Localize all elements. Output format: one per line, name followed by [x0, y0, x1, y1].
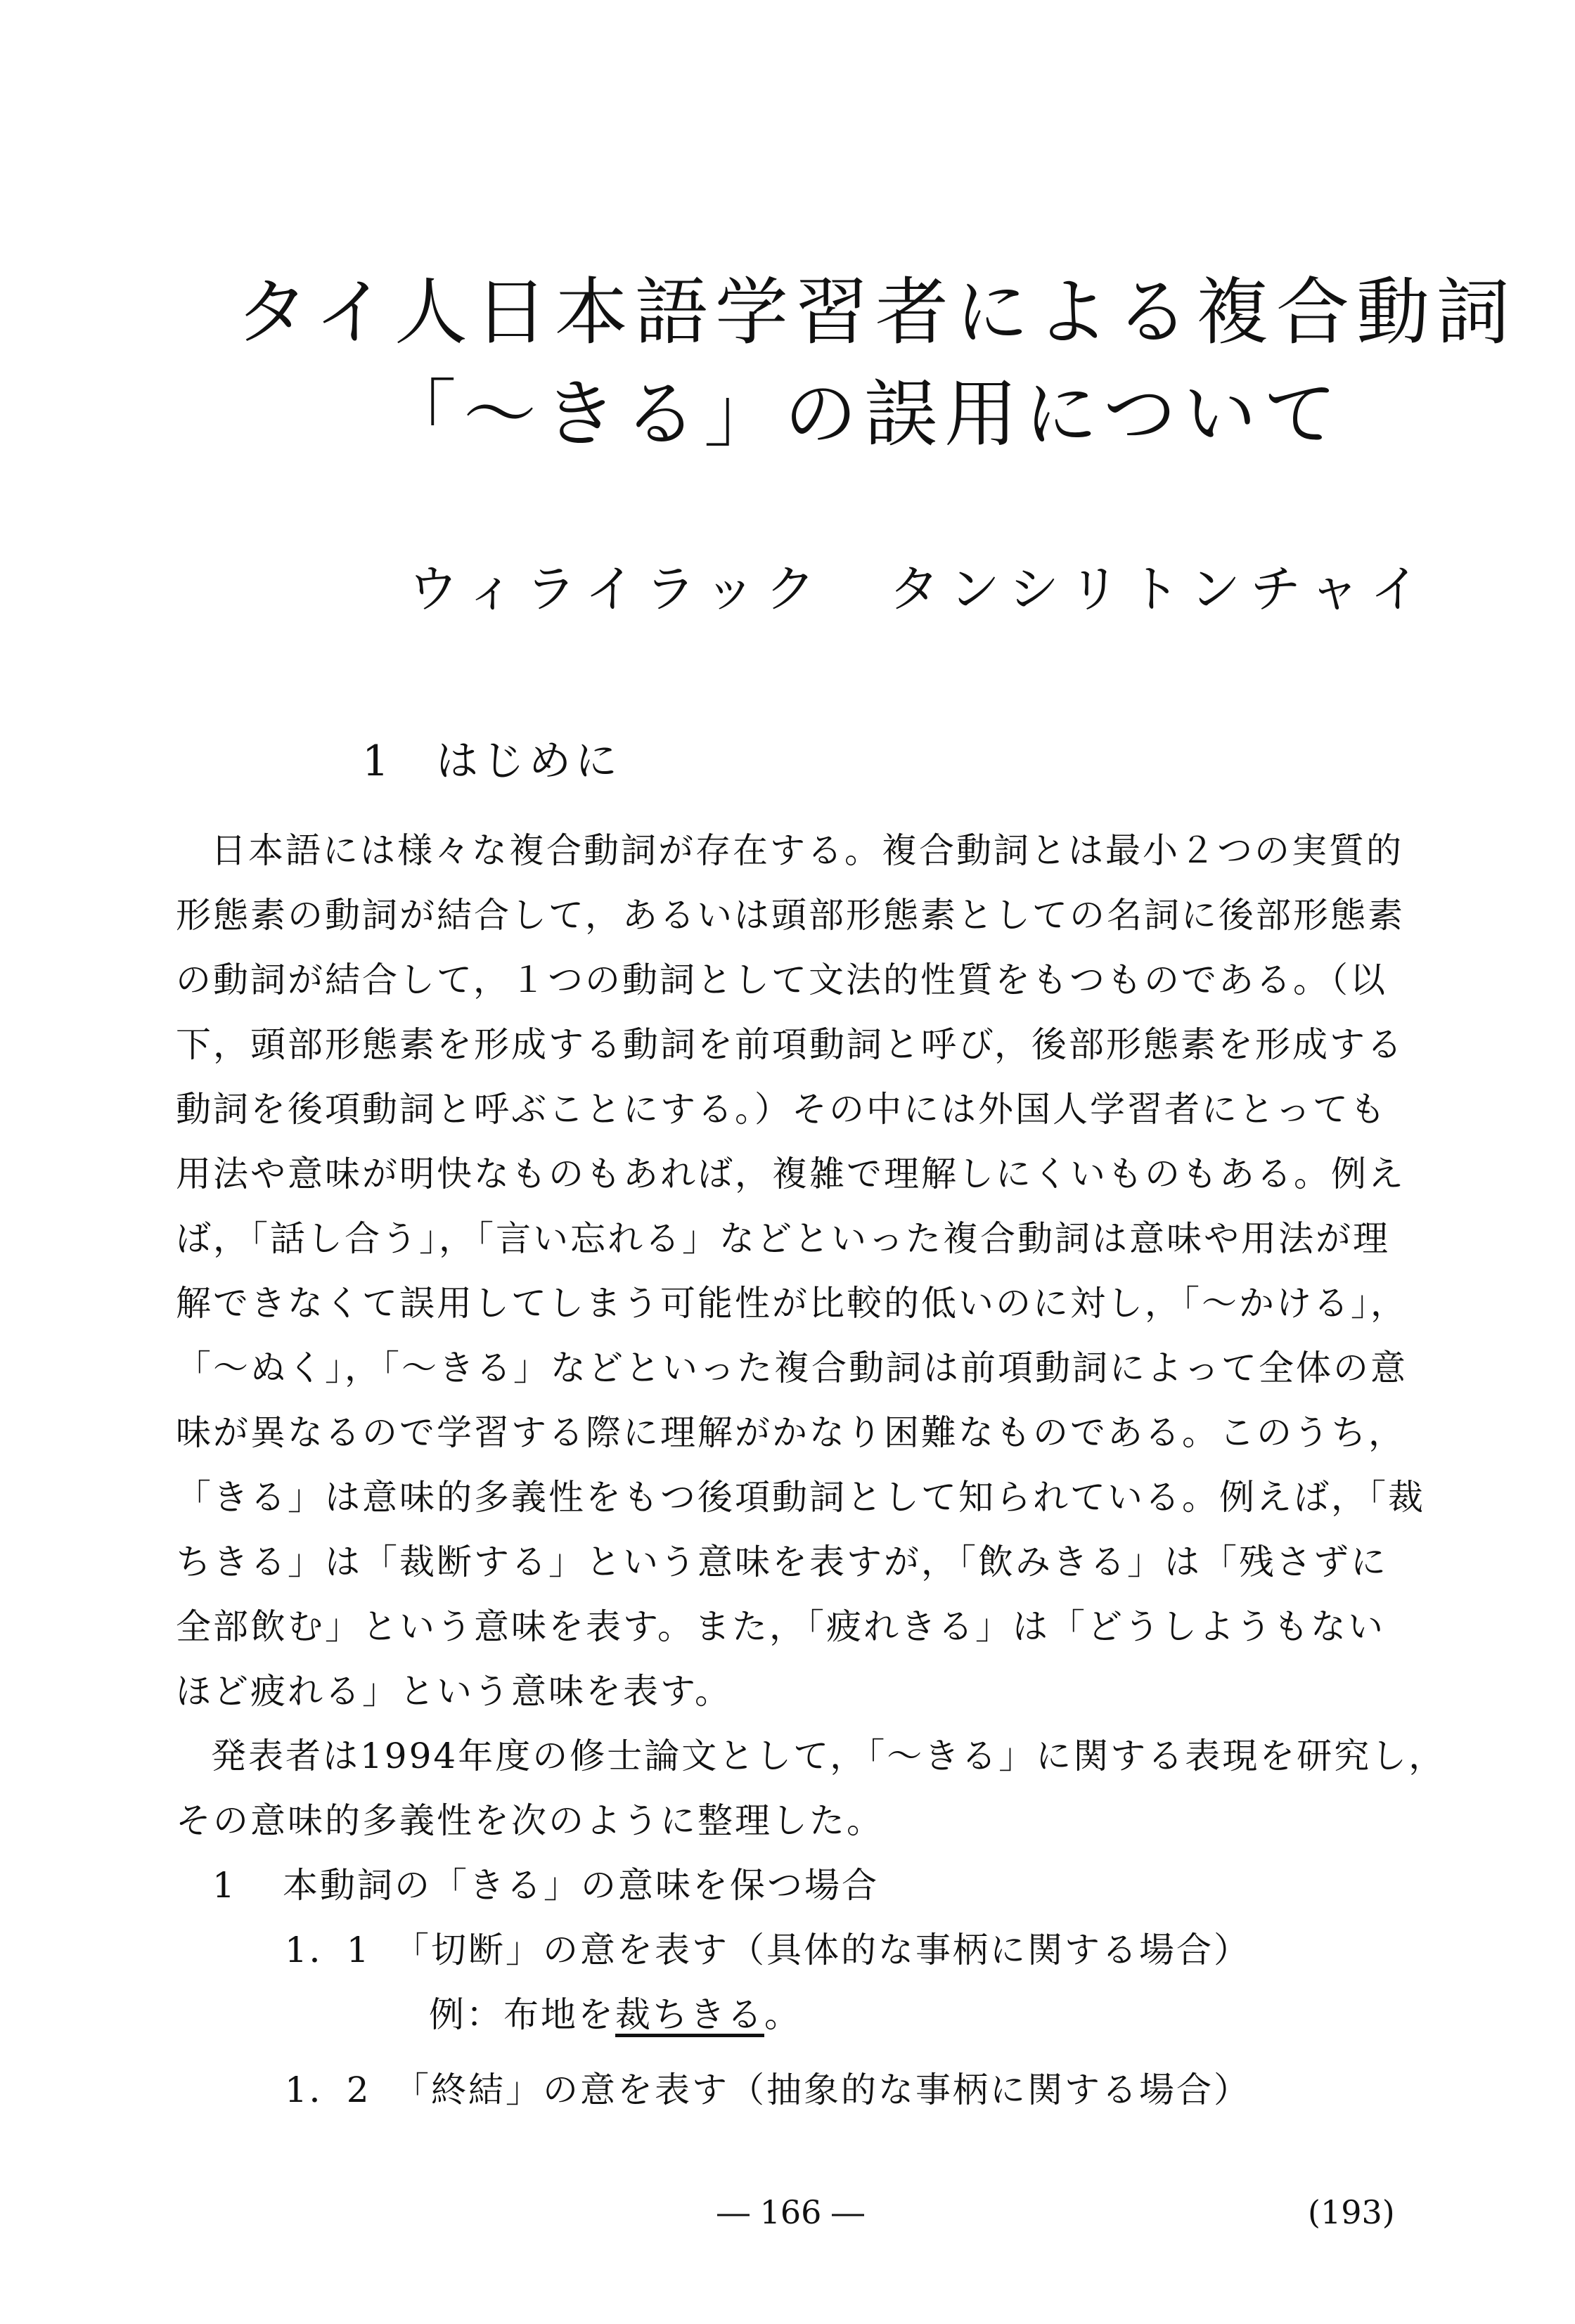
example-prefix: 例：布地を [429, 1994, 615, 2035]
paragraph-line: ちきる」は「裁断する」という意味を表すが，「飲みきる」は「残さずに [176, 1542, 1388, 1582]
paragraph-line: その意味的多義性を次のように整理した。 [176, 1800, 884, 1841]
example-underlined: 裁ちきる [615, 1994, 764, 2035]
example-suffix: 。 [764, 1994, 802, 2035]
section-heading [362, 728, 622, 788]
example-line [429, 1994, 802, 2035]
list-item-number: 1．2 [285, 2070, 371, 2110]
paragraph-line: 動詞を後項動詞と呼ぶことにする。）その中には外国人学習者にとっても [176, 1089, 1387, 1130]
section-title: はじめに [436, 737, 622, 786]
section-number: 1 [362, 737, 394, 786]
paragraph-line: 形態素の動詞が結合して，あるいは頭部形態素としての名詞に後部形態素 [176, 895, 1405, 936]
original-page-number: (193) [1308, 2193, 1395, 2231]
list-item-text: 「切断」の意を表す（具体的な事柄に関する場合） [394, 1930, 1251, 1970]
paragraph-line: ほど疲れる」という意味を表す。 [176, 1671, 732, 1712]
paragraph-line: 味が異なるので学習する際に理解がかなり困難なものである。このうち， [176, 1412, 1406, 1453]
list-item-number: 1．1 [285, 1930, 371, 1970]
list-item-text: 「終結」の意を表す（抽象的な事柄に関する場合） [394, 2070, 1251, 2110]
author [408, 548, 1430, 621]
paragraph-line: 「きる」は意味的多義性をもつ後項動詞として知られている。例えば，「裁 [176, 1477, 1425, 1518]
paragraph-line: 全部飲む」という意味を表す。また，「疲れきる」は「どうしようもない [176, 1606, 1385, 1647]
paragraph-line: の動詞が結合して，１つの動詞として文法的性質をもつものである。（以 [176, 960, 1387, 1000]
list-item-number: 1 [212, 1865, 237, 1906]
page-number: ― 166 ― [717, 2193, 865, 2231]
list-item [285, 2062, 1251, 2112]
list-item [212, 1865, 879, 1906]
title-line-2: 「～きる」の誤用について [383, 371, 1344, 457]
title-line-1: タイ人日本語学習者による複合動詞 [236, 269, 1517, 355]
paragraph-line: 下，頭部形態素を形成する動詞を前項動詞と呼び，後部形態素を形成する [176, 1024, 1404, 1065]
paragraph-line: 発表者は1994年度の修士論文として，「～きる」に関する表現を研究し， [211, 1736, 1446, 1776]
paragraph-line: 用法や意味が明快なものもあれば，複雑で理解しにくいものもある。例え [176, 1154, 1406, 1194]
paragraph-line: ば，「話し合う」，「言い忘れる」などといった複合動詞は意味や用法が理 [176, 1218, 1390, 1259]
paragraph-line: 日本語には様々な複合動詞が存在する。複合動詞とは最小２つの実質的 [211, 830, 1403, 871]
paragraph-line: 「～ぬく」，「～きる」などといった複合動詞は前項動詞によって全体の意 [176, 1348, 1408, 1388]
author-family-name: タンシリトンチャイ [889, 560, 1431, 619]
list-item [285, 1932, 1251, 1968]
list-item-text: 本動詞の「きる」の意味を保つ場合 [283, 1865, 879, 1906]
paragraph-line: 解できなくて誤用してしまう可能性が比較的低いのに対し，「～かける」， [176, 1283, 1408, 1324]
author-given-name: ウィライラック [408, 560, 826, 619]
